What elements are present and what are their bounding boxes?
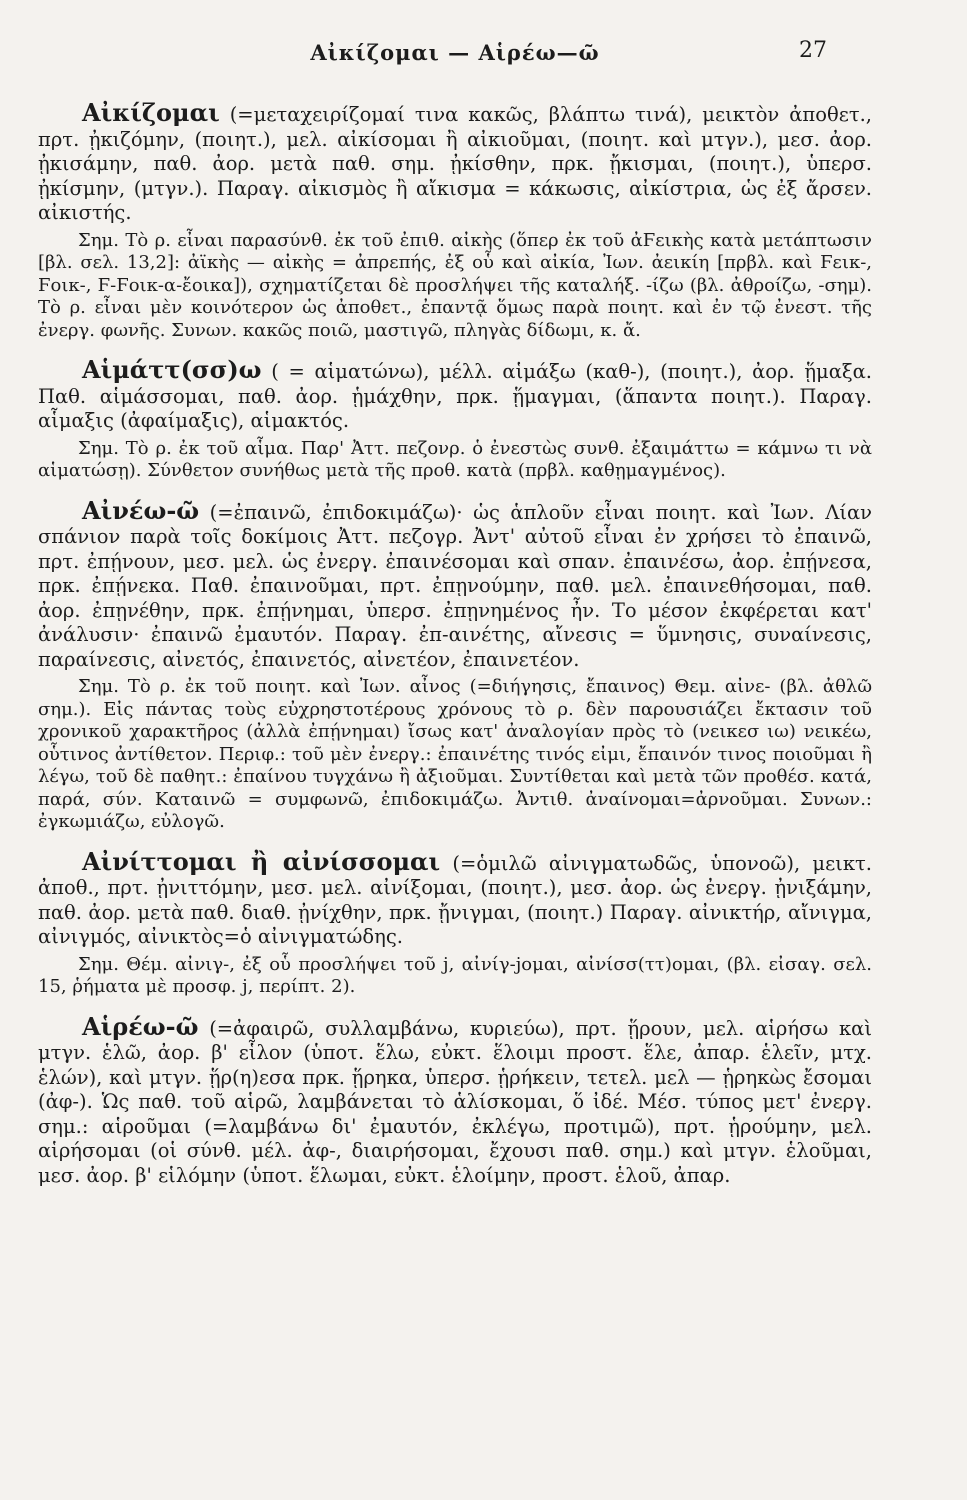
entry-ainittomai [38,846,872,999]
entry-note: Σημ. Θέμ. αἰνιγ-, ἐξ οὗ προσλήψει τοῦ j, αἰνίγ-jομαι, αἰνίσσ(ττ)ομαι, (βλ. εἰσαγ. σελ. 15, ῥήματα μὲ προσφ. j, περίπτ. 2). [38,953,872,997]
entry-note: Σημ. Τὸ ρ. εἶναι παρασύνθ. ἐκ τοῦ ἐπιθ. αἰκὴς (ὅπερ ἐκ τοῦ ἀϜεικὴς κατὰ μετάπτωσιν [βλ. σελ. 13,2]: ἀϊκὴς — αἰκὴς = ἀπρεπής, ἐξ οὗ καὶ αἰκία, Ἰων. ἀεικίη [πρβλ. καὶ Ϝεικ-, Ϝοικ-, Ϝ-Ϝοικ-α-ἔοικα]), σχηματίζεται δὲ προσλήψει τῆς καταλήξ. -ίζω (βλ. ἀθροίζω, -σημ). Τὸ ρ. εἶναι μὲν κοινότερον ὡς ἀποθετ., ἐπαντᾷ ὅμως παρὰ ποιητ. καὶ ἐν τῷ ἐνεστ. τῆς ἐνεργ. φωνῆς. Συνων. κακῶς ποιῶ, μαστιγῶ, πληγὰς δίδωμι, κ. ἄ. [38,229,872,341]
entry-note: Σημ. Τὸ ρ. ἐκ τοῦ αἷμα. Παρ' Ἀττ. πεζονρ. ὁ ἐνεστὼς συνθ. ἐξαιμάττω = κάμνω τι νὰ αἱματώσῃ). Σύνθετον συνήθως μετὰ τῆς προθ. κατὰ (πρβλ. καθῃμαγμένος). [38,437,872,481]
entry-body [38,846,872,950]
entry-lemma: Αἰνέω-ῶ [82,495,200,525]
entry-definition: ( = αἱματώνω), μέλλ. αἱμάξω (καθ-), (ποιητ.), ἀορ. ᾕμαξα. Παθ. αἱμάσσομαι, παθ. ἀορ. ᾑμάχθην, πρκ. ᾕμαγμαι, (ἅπαντα ποιητ.). Παραγ. αἷμαξις (ἀφαίμαξις), αἱμακτός. [38,360,872,432]
entry-aireo [38,1011,872,1189]
entry-lemma: Αἰνίττομαι ἢ αἰνίσσομαι [82,846,441,876]
entry-note: Σημ. Τὸ ρ. ἐκ τοῦ ποιητ. καὶ Ἰων. αἶνος (=διήγησις, ἔπαινος) Θεμ. αἰνε- (βλ. ἀθλῶ σημ.). Εἰς πάντας τοὺς εὐχρηστοτέρους χρόνους τὸ ρ. δὲν παρουσιάζει ἔκτασιν τοῦ χρονικοῦ χαρακτῆρος (ἀλλὰ ἐπῄνημαι) ἴσως κατ' ἀναλογίαν πρὸς τὸ (νεικεσ ιω) νεικέω, οὗτινος ἀντίθετον. Περιφ.: τοῦ μὲν ἐνεργ.: ἐπαινέτης τινός εἰμι, ἔπαινόν τινος ποιοῦμαι ἢ λέγω, τοῦ δὲ παθητ.: ἐπαίνου τυγχάνω ἢ ἀξιοῦμαι. Συντίθεται καὶ μετὰ τῶν προθέσ. κατά, παρά, σύν. Καταινῶ = συμφωνῶ, ἐπιδοκιμάζω. Ἀντιθ. ἀναίνομαι=ἀρνοῦμαι. Συνων.: ἐγκωμιάζω, εὐλογῶ. [38,676,872,832]
entry-definition: (=ἀφαιρῶ, συλλαμβάνω, κυριεύω), πρτ. ᾕρουν, μελ. αἱρήσω καὶ μτγν. ἑλῶ, ἀορ. β' εἷλον (ὑποτ. ἕλω, εὐκτ. ἕλοιμι προστ. ἕλε, ἀπαρ. ἑλεῖν, μτχ. ἑλών), καὶ μτγν. ᾕρ(η)εσα πρκ. ᾕρηκα, ὑπερσ. ᾑρήκειν, τετελ. μελ — ᾑρηκὼς ἔσομαι (ἀφ-). Ὡς παθ. τοῦ αἱρῶ, λαμβάνεται τὸ ἁλίσκομαι, ὅ ἰδέ. Μέσ. τύπος μετ' ἐνεργ. σημ.: αἱροῦμαι (=λαμβάνω δι' ἐμαυτόν, ἐκλέγω, προτιμῶ), πρτ. ᾑρούμην, μελ. αἱρήσομαι (οἱ σύνθ. μέλ. ἀφ-, διαιρήσομαι, ἔχουσι παθ. σημ.) καὶ μτγν. ἑλοῦμαι, μεσ. ἀορ. β' εἱλόμην (ὑποτ. ἕλωμαι, εὐκτ. ἑλοίμην, προστ. ἑλοῦ, ἀπαρ. [38,1016,872,1187]
entry-body [38,355,872,434]
entry-body [38,98,873,226]
entry-definition: (=ὁμιλῶ αἰνιγματωδῶς, ὑπονοῶ), μεικτ. ἀποθ., πρτ. ᾐνιττόμην, μεσ. μελ. αἰνίξομαι, (ποιητ.), μεσ. ἀορ. ὡς ἐνεργ. ᾐνιξάμην, παθ. ἀορ. μετὰ παθ. διαθ. ᾐνίχθην, πρκ. ᾔνιγμαι, (ποιητ.) Παραγ. αἰνικτήρ, αἴνιγμα, αἰνιγμός, αἰνικτὸς=ὁ αἰνιγματώδης. [38,851,872,948]
running-head: Αἰκίζομαι — Αἱρέω—ῶ [310,40,600,65]
entry-body [38,1011,872,1189]
entry-lemma: Αἱρέω-ῶ [82,1011,199,1041]
entry-body [38,495,872,673]
entry-lemma: Αἱμάττ(σσ)ω [82,355,262,384]
entry-aikizomai [38,98,873,342]
entry-aimatto [38,355,872,483]
entry-definition: (=μεταχειρίζομαί τινα κακῶς, βλάπτω τινά), μεικτὸν ἀποθετ., πρτ. ᾐκιζόμην, (ποιητ.), μελ. αἰκίσομαι ἢ αἰκιοῦμαι, (ποιητ. καὶ μτγν.), μεσ. ἀορ. ᾐκισάμην, παθ. ἀορ. μετὰ παθ. σημ. ᾐκίσθην, πρκ. ᾔκισμαι, (ποιητ.), ὑπερσ. ᾐκίσμην, (μτγν.). Παραγ. αἰκισμὸς ἢ αἴκισμα = κάκωσις, αἰκίστρια, ὡς ἐξ ἄρσεν. αἰκιστής. [38,103,873,224]
entry-aineo [38,495,872,834]
entry-definition: (=ἐπαινῶ, ἐπιδοκιμάζω)· ὡς ἁπλοῦν εἶναι ποιητ. καὶ Ἰων. Λίαν σπάνιον παρὰ τοῖς δοκίμοις Ἀττ. πεζογρ. Ἀντ' αὐτοῦ εἶναι ἐν χρήσει τὸ ἐπαινῶ, πρτ. ἐπῄνουν, μεσ. μελ. ὡς ἐνεργ. ἐπαινέσομαι καὶ σπαν. ἐπαινέσω, ἀορ. ἐπῄνεσα, πρκ. ἐπῄνεκα. Παθ. ἐπαινοῦμαι, πρτ. ἐπῃνούμην, παθ. μελ. ἐπαινεθήσομαι, παθ. ἀορ. ἐπῃνέθην, πρκ. ἐπῄνημαι, ὑπερσ. ἐπῃνημένος ἦν. Το μέσον ἐκφέρεται κατ' ἀνάλυσιν· ἐπαινῶ ἐμαυτόν. Παραγ. ἐπ-αινέτης, αἴνεσις = ὕμνησις, συναίνεσις, παραίνεσις, αἰνετός, ἐπαινετός, αἰνετέον, ἐπαινετέον. [38,500,872,671]
entry-lemma: Αἰκίζομαι [82,98,220,127]
page-number: 27 [799,38,827,63]
